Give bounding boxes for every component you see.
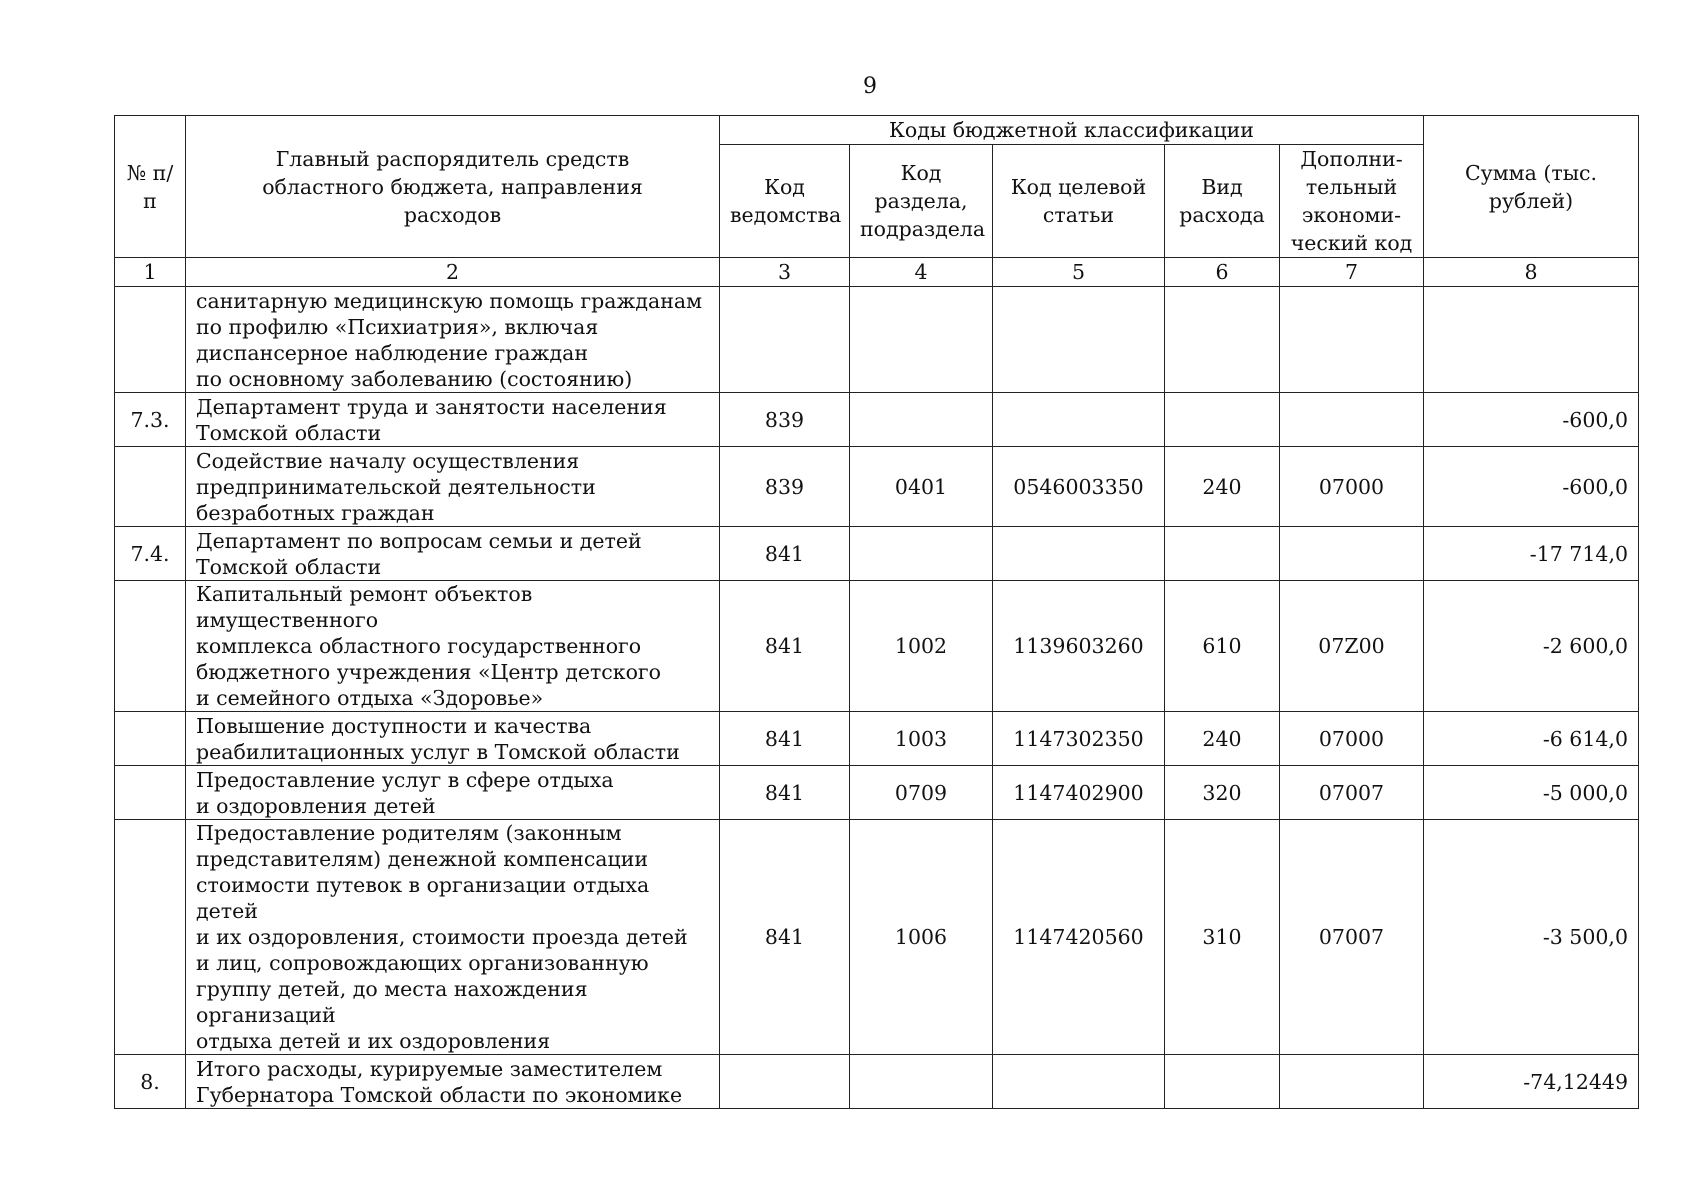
row-description <box>186 820 720 1055</box>
header-codes-group: Коды бюджетной классификации <box>720 116 1424 145</box>
description-line: комплекса областного государственного <box>196 634 642 658</box>
description-line: Департамент по вопросам семьи и детей <box>196 528 642 553</box>
expense-type <box>1165 393 1280 447</box>
dept-code <box>720 287 850 393</box>
row-number: 8. <box>115 1055 186 1109</box>
header-dept: Код ведомства <box>720 145 850 258</box>
target-code: 1139603260 <box>993 581 1165 712</box>
description-line: Содействие началу осуществления <box>196 448 580 473</box>
description-line: и их оздоровления, стоимости проезда детей <box>196 925 688 949</box>
row-description <box>186 393 720 447</box>
description-line: безработных граждан <box>196 500 435 525</box>
dept-code: 841 <box>720 766 850 820</box>
description-line: и лиц, сопровождающих организованную <box>196 951 649 975</box>
header-type: Вид расхода <box>1165 145 1280 258</box>
row-number <box>115 820 186 1055</box>
table-row <box>115 287 1639 393</box>
amount: -5 000,0 <box>1424 766 1639 820</box>
row-description <box>186 287 720 393</box>
description-line: Предоставление родителям (законным <box>196 821 622 845</box>
table-row <box>115 766 1639 820</box>
header-target: Код целевой статьи <box>993 145 1165 258</box>
description-line: Губернатора Томской области по экономике <box>196 1082 683 1107</box>
section-code <box>850 287 993 393</box>
description-line: представителям) денежной компенсации <box>196 847 649 871</box>
column-number: 2 <box>186 258 720 287</box>
table-row <box>115 712 1639 766</box>
description-line: Повышение доступности и качества <box>196 713 592 738</box>
column-number: 8 <box>1424 258 1639 287</box>
row-description <box>186 766 720 820</box>
budget-table <box>114 115 1639 1109</box>
header-desc: Главный распорядитель средств областного бюджета, направления расходов <box>186 116 720 258</box>
extra-code: 07Z00 <box>1280 581 1424 712</box>
amount: -600,0 <box>1424 447 1639 527</box>
header-extra: Дополни-тельный экономи-ческий код <box>1280 145 1424 258</box>
section-code <box>850 1055 993 1109</box>
description-line: реабилитационных услуг в Томской области <box>196 739 680 764</box>
expense-type: 240 <box>1165 712 1280 766</box>
expense-type <box>1165 527 1280 581</box>
description-line: и семейного отдыха «Здоровье» <box>196 686 544 710</box>
extra-code: 07007 <box>1280 766 1424 820</box>
extra-code: 07007 <box>1280 820 1424 1055</box>
section-code: 0401 <box>850 447 993 527</box>
extra-code <box>1280 1055 1424 1109</box>
row-number: 7.3. <box>115 393 186 447</box>
column-number: 3 <box>720 258 850 287</box>
expense-type: 240 <box>1165 447 1280 527</box>
amount: -3 500,0 <box>1424 820 1639 1055</box>
description-line: группу детей, до места нахождения организаций <box>196 977 588 1027</box>
row-number <box>115 581 186 712</box>
row-number <box>115 287 186 393</box>
amount: -17 714,0 <box>1424 527 1639 581</box>
target-code <box>993 393 1165 447</box>
dept-code: 839 <box>720 447 850 527</box>
description-line: стоимости путевок в организации отдыха детей <box>196 873 650 923</box>
description-line: по профилю «Психиатрия», включая <box>196 314 599 339</box>
expense-type <box>1165 1055 1280 1109</box>
description-line: предпринимательской деятельности <box>196 474 596 499</box>
target-code <box>993 527 1165 581</box>
table-row <box>115 447 1639 527</box>
column-number: 5 <box>993 258 1165 287</box>
dept-code: 841 <box>720 527 850 581</box>
expense-type <box>1165 287 1280 393</box>
amount: -2 600,0 <box>1424 581 1639 712</box>
row-description <box>186 581 720 712</box>
target-code: 1147420560 <box>993 820 1165 1055</box>
column-number: 7 <box>1280 258 1424 287</box>
table-row <box>115 820 1639 1055</box>
description-line: Департамент труда и занятости населения <box>196 394 667 419</box>
dept-code: 839 <box>720 393 850 447</box>
table-row <box>115 1055 1639 1109</box>
description-line: Капитальный ремонт объектов имущественного <box>196 582 533 632</box>
target-code <box>993 287 1165 393</box>
table-row <box>115 393 1639 447</box>
row-description <box>186 527 720 581</box>
header-section: Код раздела, подраздела <box>850 145 993 258</box>
header-sum: Сумма (тыс. рублей) <box>1424 116 1639 258</box>
table-row <box>115 527 1639 581</box>
description-line: санитарную медицинскую помощь гражданам <box>196 288 703 313</box>
extra-code: 07000 <box>1280 447 1424 527</box>
section-code: 1002 <box>850 581 993 712</box>
section-code <box>850 527 993 581</box>
description-line: отдыха детей и их оздоровления <box>196 1029 551 1053</box>
extra-code <box>1280 527 1424 581</box>
amount: -74,12449 <box>1424 1055 1639 1109</box>
description-line: и оздоровления детей <box>196 793 436 818</box>
description-line: Томской области <box>196 554 382 579</box>
dept-code: 841 <box>720 581 850 712</box>
expense-type: 320 <box>1165 766 1280 820</box>
table-row <box>115 581 1639 712</box>
target-code: 1147302350 <box>993 712 1165 766</box>
extra-code: 07000 <box>1280 712 1424 766</box>
header-row-top <box>115 116 1639 145</box>
column-number: 6 <box>1165 258 1280 287</box>
amount: -600,0 <box>1424 393 1639 447</box>
row-number <box>115 712 186 766</box>
description-line: Предоставление услуг в сфере отдыха <box>196 767 614 792</box>
dept-code: 841 <box>720 820 850 1055</box>
extra-code <box>1280 393 1424 447</box>
description-line: диспансерное наблюдение граждан <box>196 340 588 365</box>
page-number: 9 <box>863 74 877 99</box>
target-code: 1147402900 <box>993 766 1165 820</box>
description-line: Томской области <box>196 420 382 445</box>
target-code: 0546003350 <box>993 447 1165 527</box>
column-number-row <box>115 258 1639 287</box>
target-code <box>993 1055 1165 1109</box>
section-code: 1003 <box>850 712 993 766</box>
dept-code <box>720 1055 850 1109</box>
description-line: Итого расходы, курируемые заместителем <box>196 1056 663 1081</box>
section-code <box>850 393 993 447</box>
extra-code <box>1280 287 1424 393</box>
row-description <box>186 447 720 527</box>
row-description <box>186 712 720 766</box>
dept-code: 841 <box>720 712 850 766</box>
description-line: по основному заболеванию (состоянию) <box>196 366 633 391</box>
section-code: 1006 <box>850 820 993 1055</box>
amount: -6 614,0 <box>1424 712 1639 766</box>
expense-type: 610 <box>1165 581 1280 712</box>
row-number <box>115 766 186 820</box>
header-num: № п/п <box>115 116 186 258</box>
amount <box>1424 287 1639 393</box>
section-code: 0709 <box>850 766 993 820</box>
column-number: 1 <box>115 258 186 287</box>
row-number <box>115 447 186 527</box>
expense-type: 310 <box>1165 820 1280 1055</box>
row-number: 7.4. <box>115 527 186 581</box>
description-line: бюджетного учреждения «Центр детского <box>196 660 662 684</box>
table-body <box>115 287 1639 1109</box>
row-description <box>186 1055 720 1109</box>
column-number: 4 <box>850 258 993 287</box>
